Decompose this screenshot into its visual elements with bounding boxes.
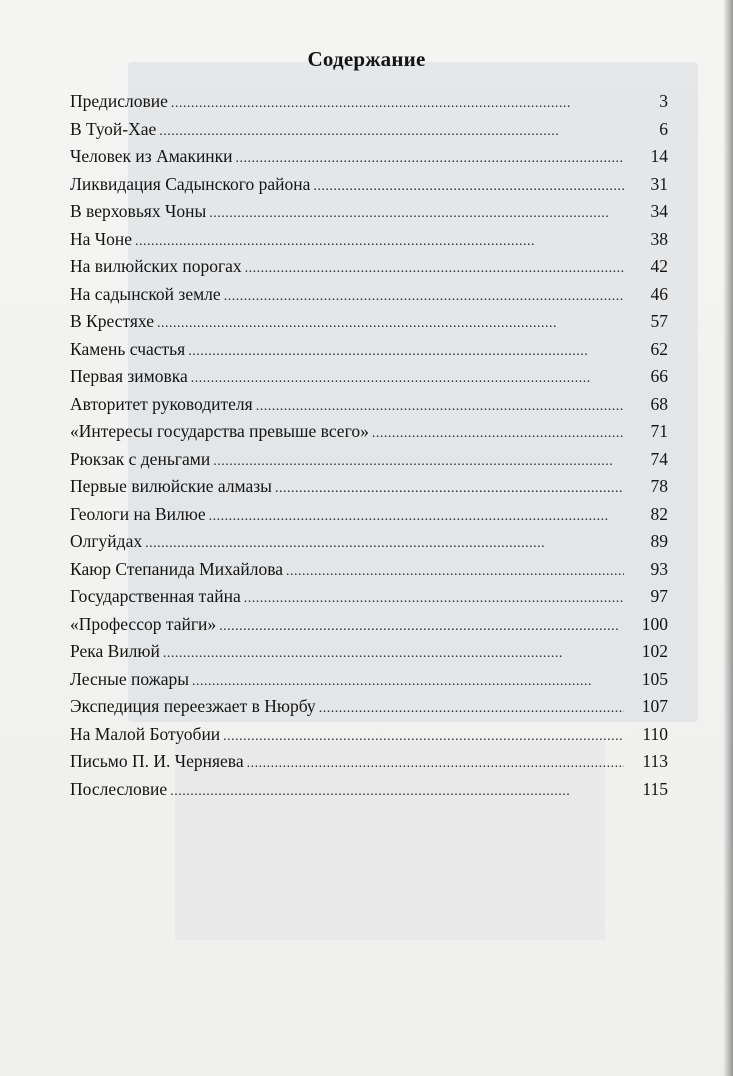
leader-dots (219, 613, 624, 641)
leader-dots (213, 448, 624, 476)
toc-entry (70, 198, 668, 226)
leader-dots (192, 668, 624, 696)
toc-entry-page: 62 (650, 338, 668, 359)
toc-entry-page: 78 (650, 476, 668, 496)
leader-dots (170, 778, 624, 806)
leader-dots (244, 585, 624, 613)
toc-entry-page: 93 (650, 558, 668, 579)
toc-entry (70, 418, 668, 446)
leader-dots (256, 393, 624, 421)
toc-entry-title: Государственная тайна (70, 586, 241, 606)
toc-entry (70, 501, 668, 529)
toc-entry-page: 89 (650, 531, 668, 551)
leader-dots (236, 145, 624, 173)
leader-dots (171, 90, 624, 118)
toc-entry-title: Предисловие (70, 91, 168, 111)
toc-entry-title: Ликвидация Садынского района (70, 173, 311, 194)
toc-entry-page: 97 (650, 586, 668, 606)
table-of-contents (70, 88, 668, 803)
toc-entry-title: Человек из Амакинки (70, 146, 233, 166)
leader-dots (247, 750, 624, 778)
toc-heading: Содержание (307, 47, 426, 71)
toc-entry-title: Олгуйдах (70, 531, 143, 551)
leader-dots (157, 310, 624, 338)
toc-entry (70, 308, 668, 336)
toc-entry (70, 116, 668, 144)
toc-entry-title: «Профессор тайги» (70, 613, 217, 634)
toc-entry-page: 68 (650, 393, 668, 414)
leader-dots (224, 283, 624, 311)
toc-entry (70, 583, 668, 611)
toc-entry-page: 113 (642, 751, 668, 771)
toc-entry (70, 171, 668, 199)
toc-entry-page: 107 (641, 696, 668, 716)
toc-entry-page: 34 (650, 201, 668, 221)
toc-entry (70, 253, 668, 281)
toc-entry-page: 110 (642, 723, 668, 744)
leader-dots (209, 503, 624, 531)
toc-entry-page: 115 (642, 778, 668, 799)
toc-entry-title: Геологи на Вилюе (70, 503, 206, 524)
toc-entry-title: На Чоне (70, 228, 133, 249)
toc-entry (70, 363, 668, 391)
toc-entry-title: В Туой-Хае (70, 118, 157, 139)
leader-dots (188, 338, 624, 366)
toc-entry-page: 74 (650, 448, 668, 469)
toc-entry-title: На садынской земле (70, 283, 221, 304)
toc-entry (70, 721, 668, 749)
toc-entry (70, 88, 668, 116)
toc-entry-page: 82 (650, 503, 668, 524)
toc-entry-title: Река Вилюй (70, 641, 160, 661)
leader-dots (163, 640, 624, 668)
toc-entry (70, 391, 668, 419)
toc-entry (70, 748, 668, 776)
toc-entry-page: 57 (650, 311, 668, 331)
leader-dots (319, 695, 624, 723)
toc-entry-page: 100 (641, 613, 668, 634)
toc-entry-title: В Крестяхе (70, 311, 154, 331)
toc-entry-title: «Интересы государства превыше всего» (70, 421, 369, 441)
toc-entry-page: 42 (650, 256, 668, 276)
leader-dots (209, 200, 624, 228)
leader-dots (145, 530, 624, 558)
toc-entry-page: 38 (650, 228, 668, 249)
toc-entry-title: Письмо П. И. Черняева (70, 751, 244, 771)
leader-dots (286, 558, 624, 586)
toc-entry-page: 105 (641, 668, 668, 689)
toc-entry-title: Каюр Степанида Михайлова (70, 558, 284, 579)
leader-dots (159, 118, 624, 146)
toc-entry-page: 14 (650, 146, 668, 166)
toc-entry (70, 638, 668, 666)
toc-entry (70, 336, 668, 364)
toc-entry-title: Первые вилюйские алмазы (70, 476, 272, 496)
toc-entry-title: Авторитет руководителя (70, 393, 253, 414)
toc-entry (70, 281, 668, 309)
toc-entry-title: На вилюйских порогах (70, 256, 242, 276)
toc-entry (70, 446, 668, 474)
toc-entry (70, 776, 668, 804)
toc-entry-title: Послесловие (70, 778, 168, 799)
leader-dots (275, 475, 624, 503)
toc-entry-page: 31 (650, 173, 668, 194)
toc-entry-title: Первая зимовка (70, 366, 188, 386)
toc-entry (70, 473, 668, 501)
toc-entry (70, 666, 668, 694)
toc-entry (70, 226, 668, 254)
toc-entry-title: Рюкзак с деньгами (70, 448, 211, 469)
toc-entry (70, 693, 668, 721)
toc-entry (70, 611, 668, 639)
leader-dots (223, 723, 624, 751)
toc-entry-page: 102 (641, 641, 668, 661)
toc-entry-title: На Малой Ботуобии (70, 723, 221, 744)
toc-entry (70, 556, 668, 584)
toc-entry-page: 46 (650, 283, 668, 304)
leader-dots (135, 228, 624, 256)
leader-dots (191, 365, 624, 393)
leader-dots (313, 173, 624, 201)
toc-entry-page: 3 (659, 91, 668, 111)
toc-entry-title: В верховьях Чоны (70, 201, 207, 221)
leader-dots (245, 255, 624, 283)
toc-entry-title: Лесные пожары (70, 668, 190, 689)
scan-edge-shadow (723, 0, 733, 1076)
toc-entry-page: 66 (650, 366, 668, 386)
toc-entry (70, 528, 668, 556)
toc-entry-title: Экспедиция переезжает в Нюрбу (70, 696, 316, 716)
toc-entry (70, 143, 668, 171)
toc-entry-page: 71 (650, 421, 668, 441)
toc-entry-title: Камень счастья (70, 338, 186, 359)
toc-entry-page: 6 (659, 118, 668, 139)
leader-dots (372, 420, 624, 448)
